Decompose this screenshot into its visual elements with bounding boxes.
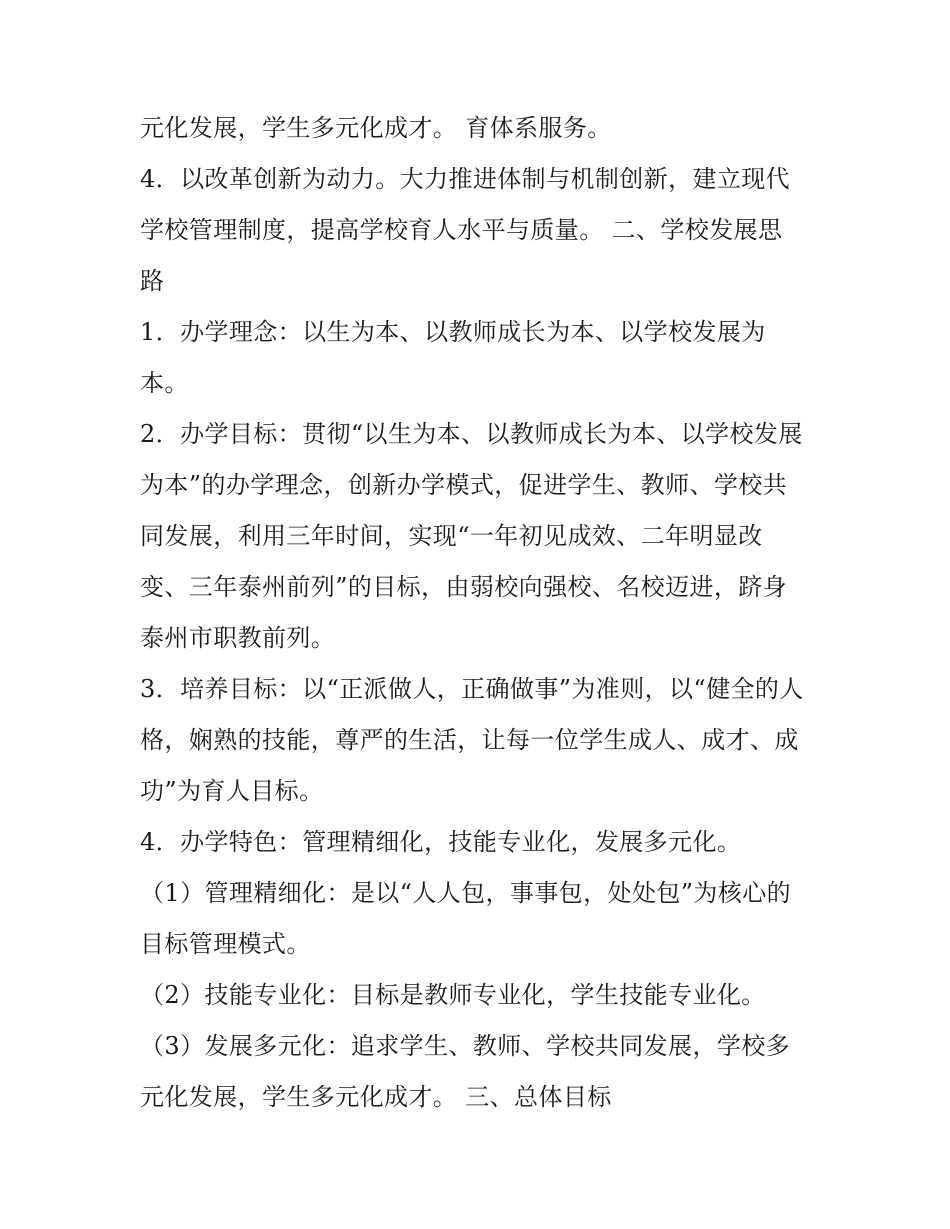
text-line: 本。 — [140, 369, 189, 397]
text-line: 格，娴熟的技能，尊严的生活，让每一位学生成人、成才、成 — [140, 726, 799, 754]
text-line: 4．办学特色：管理精细化，技能专业化，发展多元化。 — [140, 828, 742, 856]
text-line: 为本”的办学理念，创新办学模式，促进学生、教师、学校共 — [140, 471, 788, 499]
text-line: 4．以改革创新为动力。大力推进体制与机制创新，建立现代 — [140, 165, 791, 193]
text-line: 泰州市职教前列。 — [140, 624, 336, 652]
text-line: 变、三年泰州前列”的目标，由弱校向强校、名校迈进，跻身 — [140, 573, 788, 601]
text-line: （1）管理精细化：是以“人人包，事事包，处处包”为核心的 — [140, 879, 792, 907]
text-line: 元化发展，学生多元化成才。 育体系服务。 — [140, 114, 612, 142]
text-line: 功”为育人目标。 — [140, 777, 324, 805]
text-line: 元化发展，学生多元化成才。 三、总体目标 — [140, 1083, 612, 1111]
text-line: 2．办学目标：贯彻“以生为本、以教师成长为本、以学校发展 — [140, 420, 803, 448]
text-line: 路 — [140, 267, 165, 295]
text-line: 目标管理模式。 — [140, 930, 311, 958]
text-line: 3．培养目标：以“正派做人，正确做事”为准则，以“健全的人 — [140, 675, 804, 703]
text-line: （3）发展多元化：追求学生、教师、学校共同发展，学校多 — [140, 1032, 791, 1060]
text-line: （2）技能专业化：目标是教师专业化，学生技能专业化。 — [140, 981, 766, 1009]
text-line: 同发展，利用三年时间，实现“一年初见成效、二年明显改 — [140, 522, 763, 550]
text-line: 1．办学理念：以生为本、以教师成长为本、以学校发展为 — [140, 318, 766, 346]
text-line: 学校管理制度，提高学校育人水平与质量。 二、学校发展思 — [140, 216, 783, 244]
